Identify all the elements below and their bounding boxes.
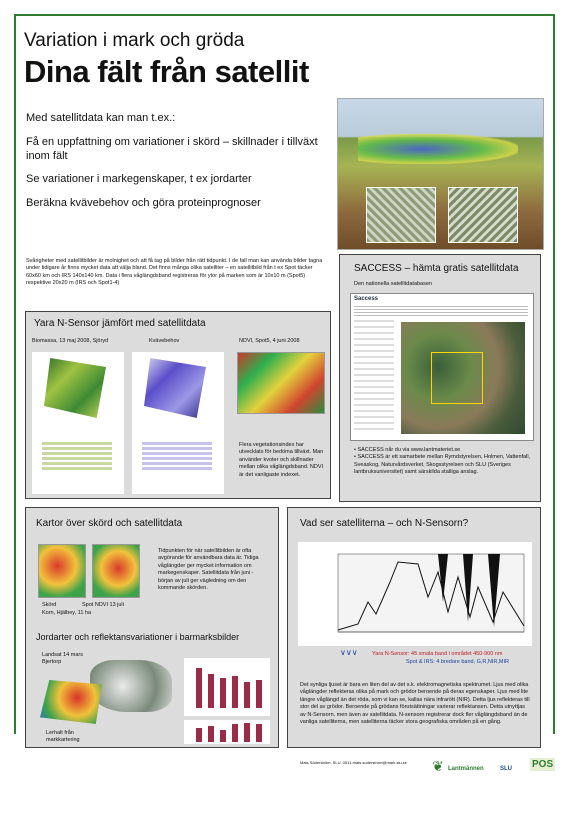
band-markers: ∨∨∨ <box>340 648 358 657</box>
saccess-screenshot <box>350 293 534 441</box>
label-skord: Skörd <box>42 602 57 608</box>
kartor-text: Tidpunkten för när satellitbilden är ofta avgörande för användbara data är. Tidiga våglängder ger mycket information om markegenskaper. Satellitdata från juni - början av juli ger vägledning om den kommande skörden. <box>158 548 259 592</box>
kartor-panel <box>25 507 279 748</box>
spectrum-svg <box>298 542 532 646</box>
n-need-map <box>132 352 224 494</box>
yara-panel-title: Yara N-Sensor jämfört med satellitdata <box>34 318 206 329</box>
yara-label-biomass: Biomassa, 13 maj 2008, Sjöryd <box>32 338 109 344</box>
clay-content-map <box>40 680 102 724</box>
jordarter-title: Jordarter och reflektansvariationer i barmarksbilder <box>36 632 240 642</box>
ndvi-map <box>92 544 140 598</box>
vadser-text: Det synliga ljuset är bara en liten del av det s.k. elektromagnetiska spektrumet. Ljus med olika våglängder reflekteras olika på mark och grödor beroende på deras egenskaper. Ljus med lite längre våglängd än det röda, som vi kan se, kallas nära infrarött (NIR). Detta ljus reflekteras till stor del av grödor. Beroende på grödans förutsättningar varierar reflektansen. Detta utnyttjas av N-Sensorn, men även av satellitdata. N-sensorn registrerar dock fler våglängdsband än de vanliga satelliterna, men satelliterna täcker stora geografiska områden på en gång. <box>300 682 530 726</box>
kartor-panel-title: Kartor över skörd och satellitdata <box>36 518 183 529</box>
field-aerial-image <box>337 98 544 250</box>
saccess-panel-title: SACCESS – hämta gratis satellitdata <box>354 263 519 274</box>
reflectance-spectrum-diagram <box>298 542 532 646</box>
yield-map <box>38 544 86 598</box>
reflectance-chart-1 <box>184 658 270 716</box>
yara-label-n-need: Kvävebehov <box>149 338 180 344</box>
poster-frame-left <box>14 14 16 734</box>
intro-body: Svårigheter med satellitbilder är molnighet och att få tag på bilder från rätt tidpunkt. I de fall man kan använda bilder tagna under tidigare år finns mycket data att välja bland. Det finns många olika satelliter – en satellitbild från t ex Spot täcker 60x60 km och IRS 140x140 km. Data i flera våglängdsband registreras för ytor på marken som är 10x10 m (Spot5) respektive 20x20 m (IRS och Spot1-4) <box>26 258 323 287</box>
lerhalt-label: Lerhalt från markkartering <box>46 730 80 744</box>
label-korn: Korn, Hjälbey, 11 ha <box>42 610 92 616</box>
yara-panel <box>25 311 331 499</box>
yara-text: Flera vegetationsindex har utvecklats för bedöma tillväxt. Man använder kvoter och skillnader mellan olika våglängdsband. NDVI är det vanligaste indexet. <box>239 442 324 478</box>
lantmannen-logo: Lantmännen <box>448 766 484 772</box>
pos-logo: POS <box>532 759 554 770</box>
poster-subtitle: Variation i mark och gröda <box>24 30 245 51</box>
footer-contact: Mats Söderström, SLU, 0511-mats.soderstrom@mark.slu.se <box>300 760 407 765</box>
reflectance-chart-2 <box>184 720 270 744</box>
saccess-subtitle: Den nationella satellitdatabasen <box>354 281 432 287</box>
yara-band-label: Yara N-Sensor: 45 smala band i området 450-900 nm <box>372 651 503 657</box>
poster-frame-right <box>553 14 555 734</box>
ndvi-spot5-map <box>237 352 325 414</box>
saccess-link[interactable]: SACCESS når du via www.lantmateriet.se <box>357 447 461 453</box>
poster-title: Dina fält från satellit <box>24 54 309 89</box>
spot-band-label: Spot & IRS: 4 bredare band, G,R,NIR,MIR <box>406 659 510 665</box>
intro-item: Med satellitdata kan man t.ex.: <box>26 112 176 124</box>
saccess-panel <box>339 254 541 502</box>
saccess-bullet-text: SACCESS är ett samarbete mellan Rymdstyrelsen, Holmen, Vattenfall, Sveaskog, Naturvårdsverket, Skogsstyrelsen och SLU (Sveriges lantbruksuniversitet) samt särskilda statliga anslag. <box>354 454 531 476</box>
landsat-soil-map <box>90 660 172 712</box>
intro-list <box>26 112 326 221</box>
intro-item: Få en uppfattning om variationer i skörd – skillnader i tillväxt inom fält <box>26 135 318 162</box>
vadser-panel <box>287 507 541 748</box>
saccess-bullet: • SACCESS är ett samarbete mellan Rymdstyrelsen, Holmen, Vattenfall, Sveaskog, Naturvårdsverket, Skogsstyrelsen och SLU (Sveriges lantbruksuniversitet) samt särskilda statliga anslag. <box>354 454 531 476</box>
landsat-label: Landsat 14 mars <box>42 652 83 658</box>
vadser-panel-title: Vad ser satelliterna – och N-Sensorn? <box>300 518 469 529</box>
poster-frame-top <box>14 14 554 16</box>
biomass-map <box>32 352 124 494</box>
saccess-bullets <box>354 447 534 477</box>
place-label: Bjertorp <box>42 659 62 665</box>
saccess-bullet: • SACCESS når du via www.lantmateriet.se <box>354 447 461 453</box>
slu-logo: SLU <box>500 766 512 772</box>
saccess-screen-title: Saccess <box>354 296 379 302</box>
leaf-logo-icon: ❦ <box>432 758 444 774</box>
intro-item: Beräkna kvävebehov och göra proteinprognoser <box>26 197 261 209</box>
intro-item: Se variationer i markegenskaper, t ex jordarter <box>26 173 252 186</box>
yara-label-ndvi: NDVI, Spot5, 4 juni 2008 <box>239 338 300 344</box>
label-spot-ndvi: Spot NDVI 13 juli <box>82 602 124 608</box>
